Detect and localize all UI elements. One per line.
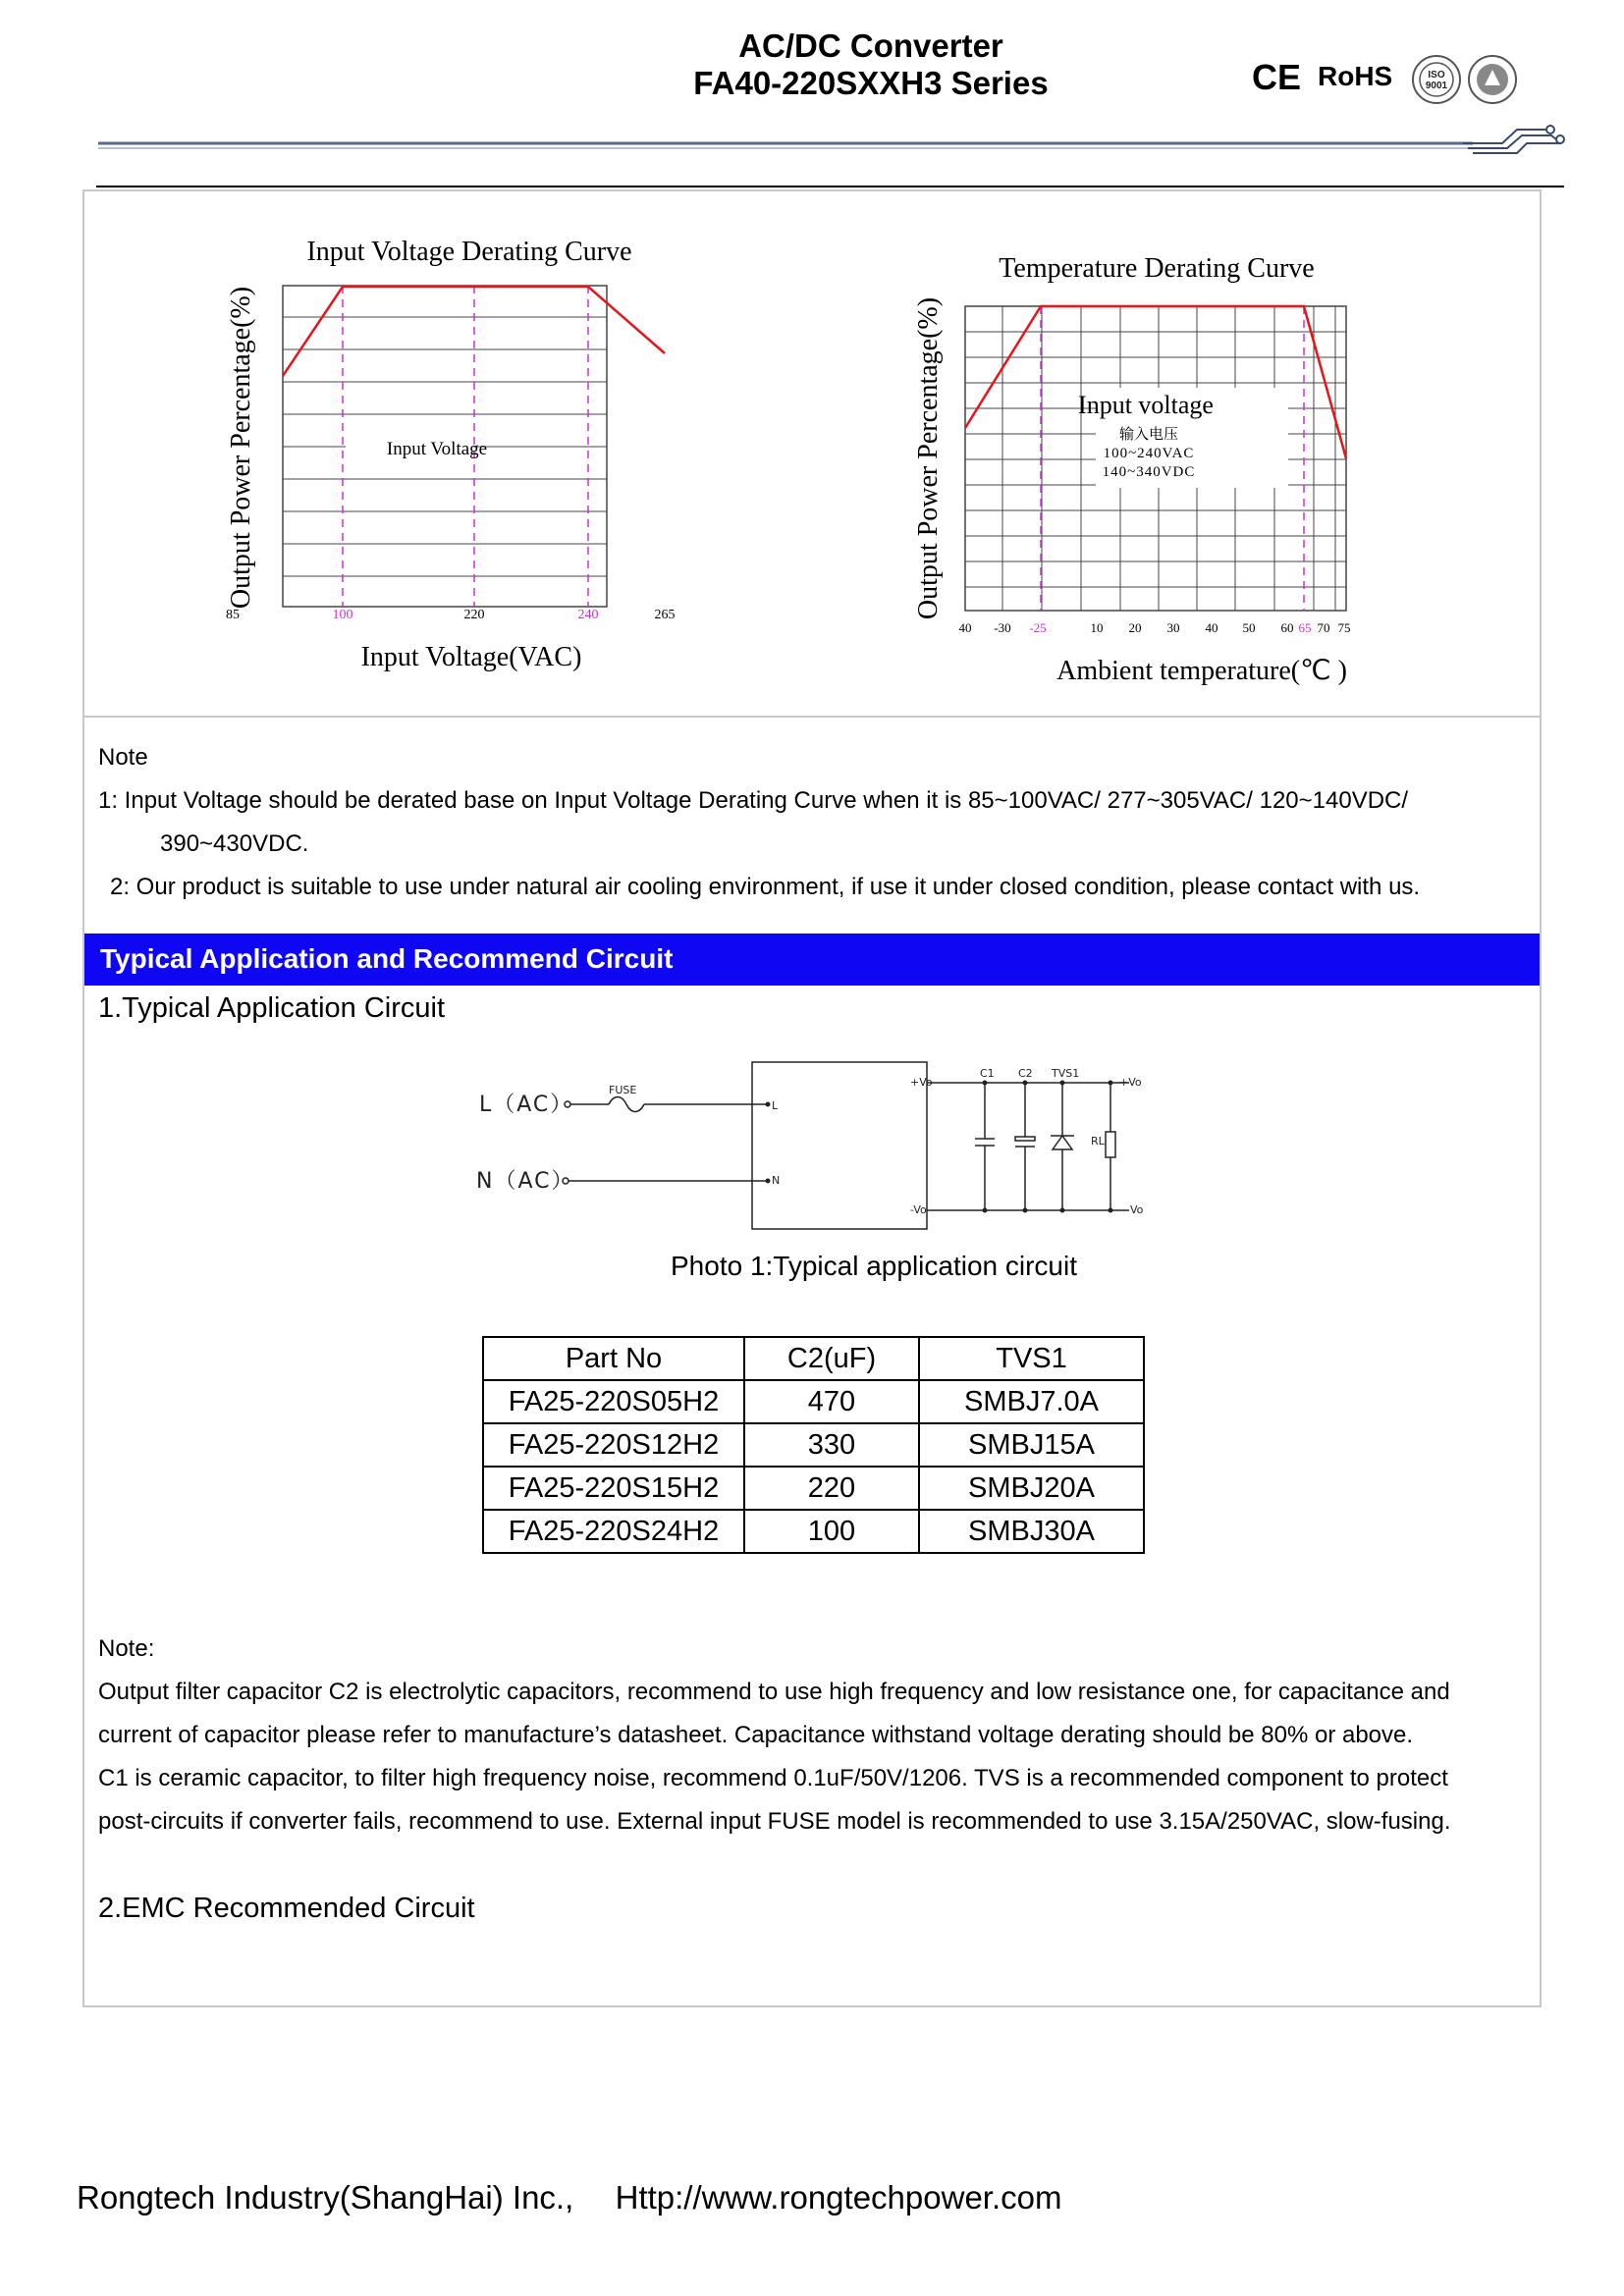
header-rule [0, 118, 1624, 196]
temp-chart-inner-label: Input voltage [1078, 391, 1214, 419]
table-cell: 220 [744, 1467, 919, 1510]
table-cell: FA25-220S05H2 [483, 1380, 744, 1423]
note1-heading: Note [98, 744, 148, 771]
circuit-vo-plus-label: +Vo [910, 1076, 933, 1089]
circuit-fuse-label: FUSE [609, 1084, 637, 1096]
circuit-c1-label: C1 [980, 1067, 995, 1080]
table-header-cell: C2(uF) [744, 1337, 919, 1380]
circuit-out-plus-label: +Vo [1119, 1076, 1142, 1089]
circuit-c2-label: C2 [1018, 1067, 1033, 1080]
circuit-tvs1-label: TVS1 [1052, 1067, 1080, 1080]
table-cell: FA25-220S15H2 [483, 1467, 744, 1510]
temp-tick-10: 70 [1317, 620, 1330, 635]
subsection-emc-circuit: 2.EMC Recommended Circuit [98, 1893, 475, 1924]
temp-chart-inner-sub1: 输入电压 [1118, 425, 1179, 443]
table-row [483, 1423, 1144, 1467]
note2-heading: Note: [98, 1635, 155, 1662]
temperature-derating-chart [903, 240, 1355, 702]
temp-chart-ylabel: Output Power Percentage(%) [913, 296, 944, 620]
table-row [483, 1510, 1144, 1553]
subsection-typical-circuit: 1.Typical Application Circuit [98, 992, 445, 1024]
note1-item1-line1: 1: Input Voltage should be derated base on Input Voltage Derating Curve when it is 85~100VAC/ 277~305VAC/ 120~140VDC/ [98, 787, 1409, 814]
temp-tick-6: 40 [1205, 620, 1218, 635]
temp-tick-0: 40 [958, 620, 972, 635]
temp-tick-4: 20 [1128, 620, 1142, 635]
table-cell: 330 [744, 1423, 919, 1467]
ce-mark: CE [1252, 57, 1302, 97]
input-tick-220: 220 [463, 608, 485, 622]
circuit-caption: Photo 1:Typical application circuit [671, 1251, 1077, 1281]
circuit-pin-l: L [772, 1099, 779, 1112]
header-title-line1: AC/DC Converter [738, 27, 1003, 64]
circuit-trace-icon [1463, 126, 1564, 153]
note1-item2: 2: Our product is suitable to use under natural air cooling environment, if use it under closed condition, please contact with us. [110, 874, 1421, 900]
converter-module-box [752, 1062, 927, 1229]
circuit-rl-label: RL [1091, 1135, 1105, 1148]
input-chart-title: Input Voltage Derating Curve [306, 237, 632, 267]
table-row [483, 1380, 1144, 1423]
temp-chart-inner-sub3: 140~340VDC [1102, 464, 1196, 480]
chart-divider [84, 716, 1540, 718]
input-chart-inner-label: Input Voltage [386, 439, 488, 459]
input-tick-265: 265 [654, 608, 676, 622]
table-header-cell: Part No [483, 1337, 744, 1380]
tvs-diode-icon [1053, 1136, 1072, 1149]
iso-bottom-text: 9001 [1425, 80, 1448, 91]
table-cell: FA25-220S12H2 [483, 1423, 744, 1467]
temp-tick-2: -25 [1029, 620, 1047, 635]
table-cell: FA25-220S24H2 [483, 1510, 744, 1553]
table-cell: SMBJ30A [919, 1510, 1144, 1553]
table-cell: SMBJ15A [919, 1423, 1144, 1467]
section-title: Typical Application and Recommend Circuit [100, 943, 674, 974]
footer-url[interactable]: Http://www.rongtechpower.com [615, 2179, 1062, 2216]
table-cell: 100 [744, 1510, 919, 1553]
temp-tick-9: 65 [1298, 620, 1312, 635]
temp-tick-5: 30 [1166, 620, 1180, 635]
temp-chart-title: Temperature Derating Curve [999, 253, 1315, 284]
footer-company: Rongtech Industry(ShangHai) Inc., [77, 2179, 574, 2216]
table-cell: SMBJ7.0A [919, 1380, 1144, 1423]
note1-item1-line2: 390~430VDC. [160, 830, 309, 857]
circuit-n-ac-label: N（AC） [476, 1169, 575, 1194]
input-tick-100: 100 [332, 608, 353, 622]
table-cell: 470 [744, 1380, 919, 1423]
input-tick-240: 240 [577, 608, 599, 622]
c2-electrolytic-capacitor-icon [1015, 1137, 1035, 1141]
rohs-mark: RoHS [1318, 61, 1393, 91]
footer [77, 2179, 1061, 2216]
rl-load-resistor-icon [1106, 1132, 1115, 1157]
fuse-icon [609, 1097, 644, 1112]
temp-tick-8: 60 [1280, 620, 1294, 635]
circuit-out-minus-label: Vo [1130, 1203, 1144, 1216]
temp-tick-1: -30 [994, 620, 1011, 635]
temp-tick-7: 50 [1242, 620, 1256, 635]
temp-tick-11: 75 [1337, 620, 1351, 635]
note2-line1: Output filter capacitor C2 is electrolytic capacitors, recommend to use high frequency and low resistance one, for capacitance and [98, 1679, 1450, 1705]
table-header-cell: TVS1 [919, 1337, 1144, 1380]
temp-chart-inner-sub2: 100~240VAC [1103, 446, 1195, 461]
circuit-pin-n: N [772, 1174, 781, 1187]
table-cell: SMBJ20A [919, 1467, 1144, 1510]
circuit-l-ac-label: L（AC） [479, 1093, 574, 1117]
iso-top-text: ISO [1428, 70, 1445, 80]
temp-chart-xlabel: Ambient temperature(℃ ) [1056, 656, 1347, 686]
quality-seal-icon [1469, 56, 1516, 103]
note2-line4: post-circuits if converter fails, recommend to use. External input FUSE model is recommended to use 3.15A/250VAC, slow-fusing. [98, 1808, 1451, 1835]
typical-application-circuit [461, 1050, 1178, 1247]
parts-table [482, 1336, 1145, 1554]
note2-line2: current of capacitor please refer to manufacture’s datasheet. Capacitance withstand voltage derating should be 80% or above. [98, 1722, 1414, 1748]
certification-logos [1412, 54, 1530, 109]
input-voltage-derating-chart [216, 226, 707, 687]
input-chart-xlabel: Input Voltage(VAC) [360, 642, 582, 672]
temp-tick-3: 10 [1090, 620, 1104, 635]
note2-line3: C1 is ceramic capacitor, to filter high frequency noise, recommend 0.1uF/50V/1206. TVS is a recommended component to protect [98, 1765, 1448, 1791]
iso-9001-seal-icon [1413, 56, 1460, 103]
table-row [483, 1467, 1144, 1510]
table-header-row [483, 1337, 1144, 1380]
section-header-bar [84, 934, 1540, 986]
input-chart-ylabel: Output Power Percentage(%) [226, 286, 256, 610]
input-tick-85: 85 [226, 608, 240, 622]
header-title-line2: FA40-220SXXH3 Series [693, 65, 1049, 101]
circuit-vo-minus-label: -Vo [910, 1203, 927, 1216]
